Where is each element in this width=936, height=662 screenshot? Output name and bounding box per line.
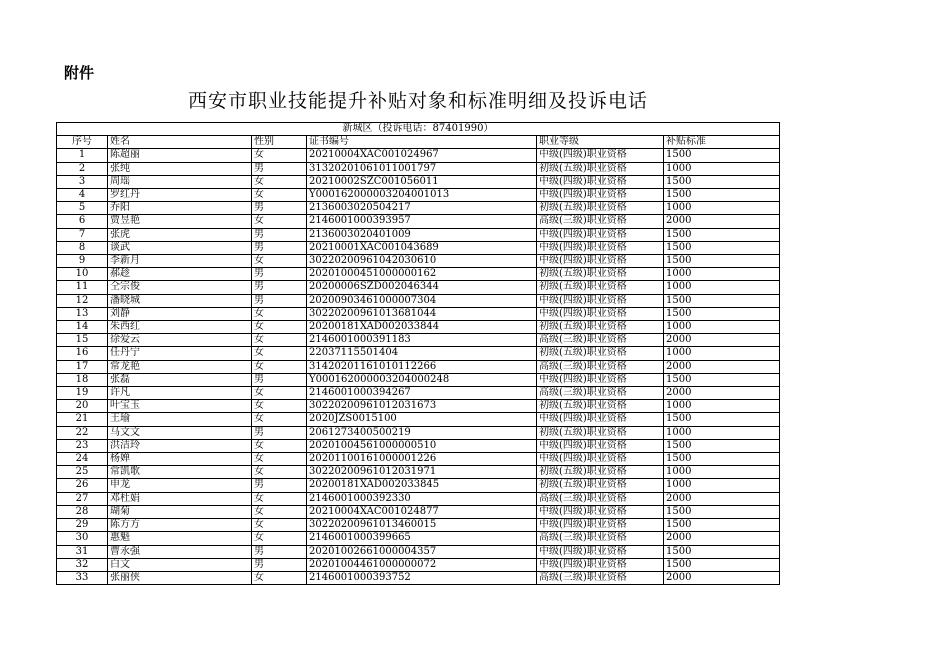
column-header-certificate: 证书编号 [307, 136, 537, 149]
cell-name: 瑚菊 [108, 505, 252, 518]
cell-index: 8 [57, 241, 108, 254]
cell-subsidy: 1500 [664, 413, 780, 426]
table-row [57, 149, 780, 162]
cell-index: 30 [57, 532, 108, 545]
cell-gender: 女 [252, 215, 307, 228]
cell-subsidy: 1000 [664, 321, 780, 334]
cell-index: 15 [57, 334, 108, 347]
cell-gender: 女 [252, 387, 307, 400]
table-row [57, 387, 780, 400]
cell-level: 初级(五级)职业资格 [537, 400, 664, 413]
cell-certificate: 20210004XAC001024877 [307, 505, 537, 518]
cell-name: 张丽侠 [108, 571, 252, 584]
cell-subsidy: 1000 [664, 281, 780, 294]
table-row [57, 426, 780, 439]
cell-level: 初级(五级)职业资格 [537, 347, 664, 360]
cell-level: 中级(四级)职业资格 [537, 519, 664, 532]
cell-level: 高级(三级)职业资格 [537, 492, 664, 505]
cell-index: 3 [57, 175, 108, 188]
table-row [57, 162, 780, 175]
cell-certificate: 20201004461000000072 [307, 558, 537, 571]
cell-name: 曹永强 [108, 545, 252, 558]
cell-index: 17 [57, 360, 108, 373]
district-header-row [57, 123, 780, 136]
cell-gender: 男 [252, 241, 307, 254]
table-row [57, 215, 780, 228]
cell-index: 27 [57, 492, 108, 505]
cell-index: 4 [57, 189, 108, 202]
cell-index: 22 [57, 426, 108, 439]
cell-subsidy: 2000 [664, 215, 780, 228]
cell-name: 谈武 [108, 241, 252, 254]
cell-index: 29 [57, 519, 108, 532]
cell-index: 5 [57, 202, 108, 215]
cell-name: 申龙 [108, 479, 252, 492]
cell-certificate: 30220200961042030610 [307, 255, 537, 268]
cell-name: 陈方方 [108, 519, 252, 532]
cell-gender: 女 [252, 400, 307, 413]
cell-gender: 女 [252, 505, 307, 518]
cell-certificate: 20210002SZC001056011 [307, 175, 537, 188]
cell-gender: 女 [252, 189, 307, 202]
cell-level: 中级(四级)职业资格 [537, 545, 664, 558]
cell-subsidy: 1500 [664, 189, 780, 202]
column-header-index: 序号 [57, 136, 108, 149]
cell-name: 李新月 [108, 255, 252, 268]
cell-name: 洪洁玲 [108, 439, 252, 452]
cell-subsidy: 1000 [664, 400, 780, 413]
table-row [57, 439, 780, 452]
cell-name: 许凡 [108, 387, 252, 400]
cell-subsidy: 1500 [664, 241, 780, 254]
cell-index: 6 [57, 215, 108, 228]
cell-name: 贾昱艳 [108, 215, 252, 228]
cell-index: 12 [57, 294, 108, 307]
cell-name: 王瑜 [108, 413, 252, 426]
cell-index: 24 [57, 453, 108, 466]
cell-level: 中级(四级)职业资格 [537, 175, 664, 188]
cell-subsidy: 1500 [664, 307, 780, 320]
cell-index: 2 [57, 162, 108, 175]
cell-certificate: 22037115501404 [307, 347, 537, 360]
cell-index: 16 [57, 347, 108, 360]
cell-subsidy: 1500 [664, 505, 780, 518]
cell-subsidy: 1000 [664, 268, 780, 281]
cell-certificate: 20200181XAD002033845 [307, 479, 537, 492]
attachment-label: 附件 [64, 64, 95, 82]
cell-level: 中级(四级)职业资格 [537, 307, 664, 320]
cell-level: 中级(四级)职业资格 [537, 149, 664, 162]
cell-subsidy: 2000 [664, 334, 780, 347]
cell-index: 18 [57, 373, 108, 386]
cell-subsidy: 1500 [664, 439, 780, 452]
cell-level: 初级(五级)职业资格 [537, 202, 664, 215]
cell-certificate: 20201000451000000162 [307, 268, 537, 281]
cell-subsidy: 1500 [664, 175, 780, 188]
table-row [57, 189, 780, 202]
cell-certificate: 20201004561000000510 [307, 439, 537, 452]
cell-level: 中级(四级)职业资格 [537, 241, 664, 254]
table-row [57, 255, 780, 268]
cell-level: 中级(四级)职业资格 [537, 255, 664, 268]
cell-level: 高级(三级)职业资格 [537, 215, 664, 228]
cell-certificate: Y000162000003204000248 [307, 373, 537, 386]
cell-level: 初级(五级)职业资格 [537, 162, 664, 175]
cell-level: 高级(三级)职业资格 [537, 571, 664, 584]
cell-index: 10 [57, 268, 108, 281]
cell-index: 31 [57, 545, 108, 558]
table-row [57, 373, 780, 386]
cell-name: 常龙艳 [108, 360, 252, 373]
cell-level: 高级(三级)职业资格 [537, 387, 664, 400]
cell-level: 初级(五级)职业资格 [537, 281, 664, 294]
column-header-level: 职业等级 [537, 136, 664, 149]
table-row [57, 545, 780, 558]
cell-certificate: 2136003020401009 [307, 228, 537, 241]
cell-level: 初级(五级)职业资格 [537, 426, 664, 439]
cell-subsidy: 1500 [664, 519, 780, 532]
cell-gender: 女 [252, 413, 307, 426]
cell-name: 常凯歌 [108, 466, 252, 479]
cell-subsidy: 1000 [664, 202, 780, 215]
cell-gender: 女 [252, 466, 307, 479]
cell-gender: 女 [252, 360, 307, 373]
table-row [57, 202, 780, 215]
cell-level: 中级(四级)职业资格 [537, 439, 664, 452]
cell-certificate: 2136003020504217 [307, 202, 537, 215]
cell-gender: 女 [252, 175, 307, 188]
cell-index: 32 [57, 558, 108, 571]
cell-name: 叶宝玉 [108, 400, 252, 413]
table-row [57, 571, 780, 584]
cell-gender: 男 [252, 268, 307, 281]
cell-subsidy: 1500 [664, 228, 780, 241]
table-row [57, 519, 780, 532]
cell-name: 郝趁 [108, 268, 252, 281]
cell-gender: 女 [252, 519, 307, 532]
cell-subsidy: 1500 [664, 558, 780, 571]
cell-gender: 女 [252, 149, 307, 162]
cell-gender: 男 [252, 202, 307, 215]
cell-subsidy: 2000 [664, 492, 780, 505]
table-row [57, 347, 780, 360]
cell-gender: 女 [252, 334, 307, 347]
cell-subsidy: 1500 [664, 294, 780, 307]
cell-certificate: 30220200961013681044 [307, 307, 537, 320]
cell-index: 9 [57, 255, 108, 268]
cell-index: 20 [57, 400, 108, 413]
cell-name: 陈超丽 [108, 149, 252, 162]
cell-gender: 男 [252, 545, 307, 558]
cell-index: 25 [57, 466, 108, 479]
table-row [57, 307, 780, 320]
cell-name: 刘静 [108, 307, 252, 320]
cell-certificate: 30220200961012031673 [307, 400, 537, 413]
cell-name: 张虎 [108, 228, 252, 241]
cell-level: 初级(五级)职业资格 [537, 321, 664, 334]
cell-name: 惠魁 [108, 532, 252, 545]
cell-certificate: 30220200961013460015 [307, 519, 537, 532]
cell-index: 11 [57, 281, 108, 294]
table-row [57, 241, 780, 254]
cell-subsidy: 1000 [664, 479, 780, 492]
cell-gender: 女 [252, 492, 307, 505]
cell-certificate: 2061273400500219 [307, 426, 537, 439]
cell-gender: 男 [252, 294, 307, 307]
table-row [57, 492, 780, 505]
table-row [57, 228, 780, 241]
district-header: 新城区（投诉电话：87401990） [57, 123, 780, 136]
column-header-gender: 性别 [252, 136, 307, 149]
cell-name: 周瑶 [108, 175, 252, 188]
cell-certificate: Y000162000003204001013 [307, 189, 537, 202]
cell-name: 任丹宁 [108, 347, 252, 360]
table-row [57, 479, 780, 492]
cell-certificate: 2020JZS0015100 [307, 413, 537, 426]
table-row [57, 334, 780, 347]
cell-level: 中级(四级)职业资格 [537, 558, 664, 571]
cell-index: 23 [57, 439, 108, 452]
cell-certificate: 20201100161000001226 [307, 453, 537, 466]
cell-index: 33 [57, 571, 108, 584]
cell-certificate: 20210001XAC001043689 [307, 241, 537, 254]
cell-certificate: 2146001000391183 [307, 334, 537, 347]
cell-name: 杨婵 [108, 453, 252, 466]
cell-gender: 男 [252, 479, 307, 492]
table-row [57, 505, 780, 518]
cell-certificate: 20200006SZD002046344 [307, 281, 537, 294]
table-row [57, 268, 780, 281]
cell-subsidy: 1500 [664, 373, 780, 386]
cell-level: 中级(四级)职业资格 [537, 189, 664, 202]
cell-certificate: 31320201061011001797 [307, 162, 537, 175]
cell-certificate: 20200181XAD002033844 [307, 321, 537, 334]
cell-gender: 男 [252, 558, 307, 571]
column-header-name: 姓名 [108, 136, 252, 149]
cell-subsidy: 1500 [664, 255, 780, 268]
cell-name: 张纯 [108, 162, 252, 175]
cell-index: 28 [57, 505, 108, 518]
cell-name: 乔阳 [108, 202, 252, 215]
cell-certificate: 2146001000399665 [307, 532, 537, 545]
cell-gender: 女 [252, 307, 307, 320]
cell-certificate: 31420201161010112266 [307, 360, 537, 373]
cell-name: 朱西红 [108, 321, 252, 334]
cell-index: 26 [57, 479, 108, 492]
cell-certificate: 20210004XAC001024967 [307, 149, 537, 162]
cell-certificate: 20200903461000007304 [307, 294, 537, 307]
cell-level: 中级(四级)职业资格 [537, 413, 664, 426]
cell-name: 罗红丹 [108, 189, 252, 202]
table-row [57, 294, 780, 307]
cell-certificate: 2146001000394267 [307, 387, 537, 400]
cell-subsidy: 1000 [664, 162, 780, 175]
cell-gender: 女 [252, 439, 307, 452]
table-row [57, 453, 780, 466]
cell-level: 中级(四级)职业资格 [537, 373, 664, 386]
cell-gender: 男 [252, 281, 307, 294]
cell-name: 潘晓城 [108, 294, 252, 307]
table-row [57, 466, 780, 479]
table-row [57, 281, 780, 294]
cell-level: 中级(四级)职业资格 [537, 294, 664, 307]
cell-certificate: 2146001000392330 [307, 492, 537, 505]
table-row [57, 558, 780, 571]
cell-gender: 女 [252, 321, 307, 334]
cell-index: 14 [57, 321, 108, 334]
cell-gender: 女 [252, 347, 307, 360]
cell-name: 仝宗俊 [108, 281, 252, 294]
subsidy-table [56, 122, 780, 585]
column-header-subsidy: 补贴标准 [664, 136, 780, 149]
cell-subsidy: 2000 [664, 532, 780, 545]
cell-subsidy: 1000 [664, 466, 780, 479]
table-row [57, 321, 780, 334]
cell-subsidy: 2000 [664, 360, 780, 373]
cell-name: 白文 [108, 558, 252, 571]
cell-index: 7 [57, 228, 108, 241]
cell-subsidy: 1000 [664, 347, 780, 360]
cell-index: 13 [57, 307, 108, 320]
cell-level: 中级(四级)职业资格 [537, 228, 664, 241]
cell-subsidy: 1500 [664, 545, 780, 558]
table-row [57, 413, 780, 426]
cell-gender: 男 [252, 426, 307, 439]
cell-level: 中级(四级)职业资格 [537, 453, 664, 466]
cell-level: 初级(五级)职业资格 [537, 479, 664, 492]
cell-index: 19 [57, 387, 108, 400]
cell-level: 高级(三级)职业资格 [537, 532, 664, 545]
table-row [57, 175, 780, 188]
cell-name: 张磊 [108, 373, 252, 386]
table-row [57, 360, 780, 373]
cell-subsidy: 2000 [664, 571, 780, 584]
cell-gender: 女 [252, 571, 307, 584]
cell-gender: 女 [252, 453, 307, 466]
cell-name: 邓杜娟 [108, 492, 252, 505]
cell-subsidy: 1000 [664, 426, 780, 439]
cell-subsidy: 1500 [664, 149, 780, 162]
cell-level: 高级(三级)职业资格 [537, 360, 664, 373]
document-title: 西安市职业技能提升补贴对象和标准明细及投诉电话 [187, 90, 648, 112]
cell-index: 1 [57, 149, 108, 162]
cell-level: 中级(四级)职业资格 [537, 505, 664, 518]
cell-gender: 男 [252, 373, 307, 386]
cell-gender: 女 [252, 255, 307, 268]
cell-certificate: 2146001000393957 [307, 215, 537, 228]
cell-certificate: 2146001000393752 [307, 571, 537, 584]
cell-certificate: 20201002661000004357 [307, 545, 537, 558]
table-row [57, 400, 780, 413]
cell-level: 高级(三级)职业资格 [537, 334, 664, 347]
table-row [57, 532, 780, 545]
cell-gender: 男 [252, 228, 307, 241]
cell-name: 徐爱云 [108, 334, 252, 347]
cell-gender: 女 [252, 532, 307, 545]
cell-subsidy: 2000 [664, 387, 780, 400]
cell-index: 21 [57, 413, 108, 426]
column-header-row [57, 136, 780, 149]
cell-level: 初级(五级)职业资格 [537, 268, 664, 281]
cell-subsidy: 1500 [664, 453, 780, 466]
cell-gender: 男 [252, 162, 307, 175]
cell-name: 马文文 [108, 426, 252, 439]
cell-level: 初级(五级)职业资格 [537, 466, 664, 479]
cell-certificate: 30220200961012031971 [307, 466, 537, 479]
